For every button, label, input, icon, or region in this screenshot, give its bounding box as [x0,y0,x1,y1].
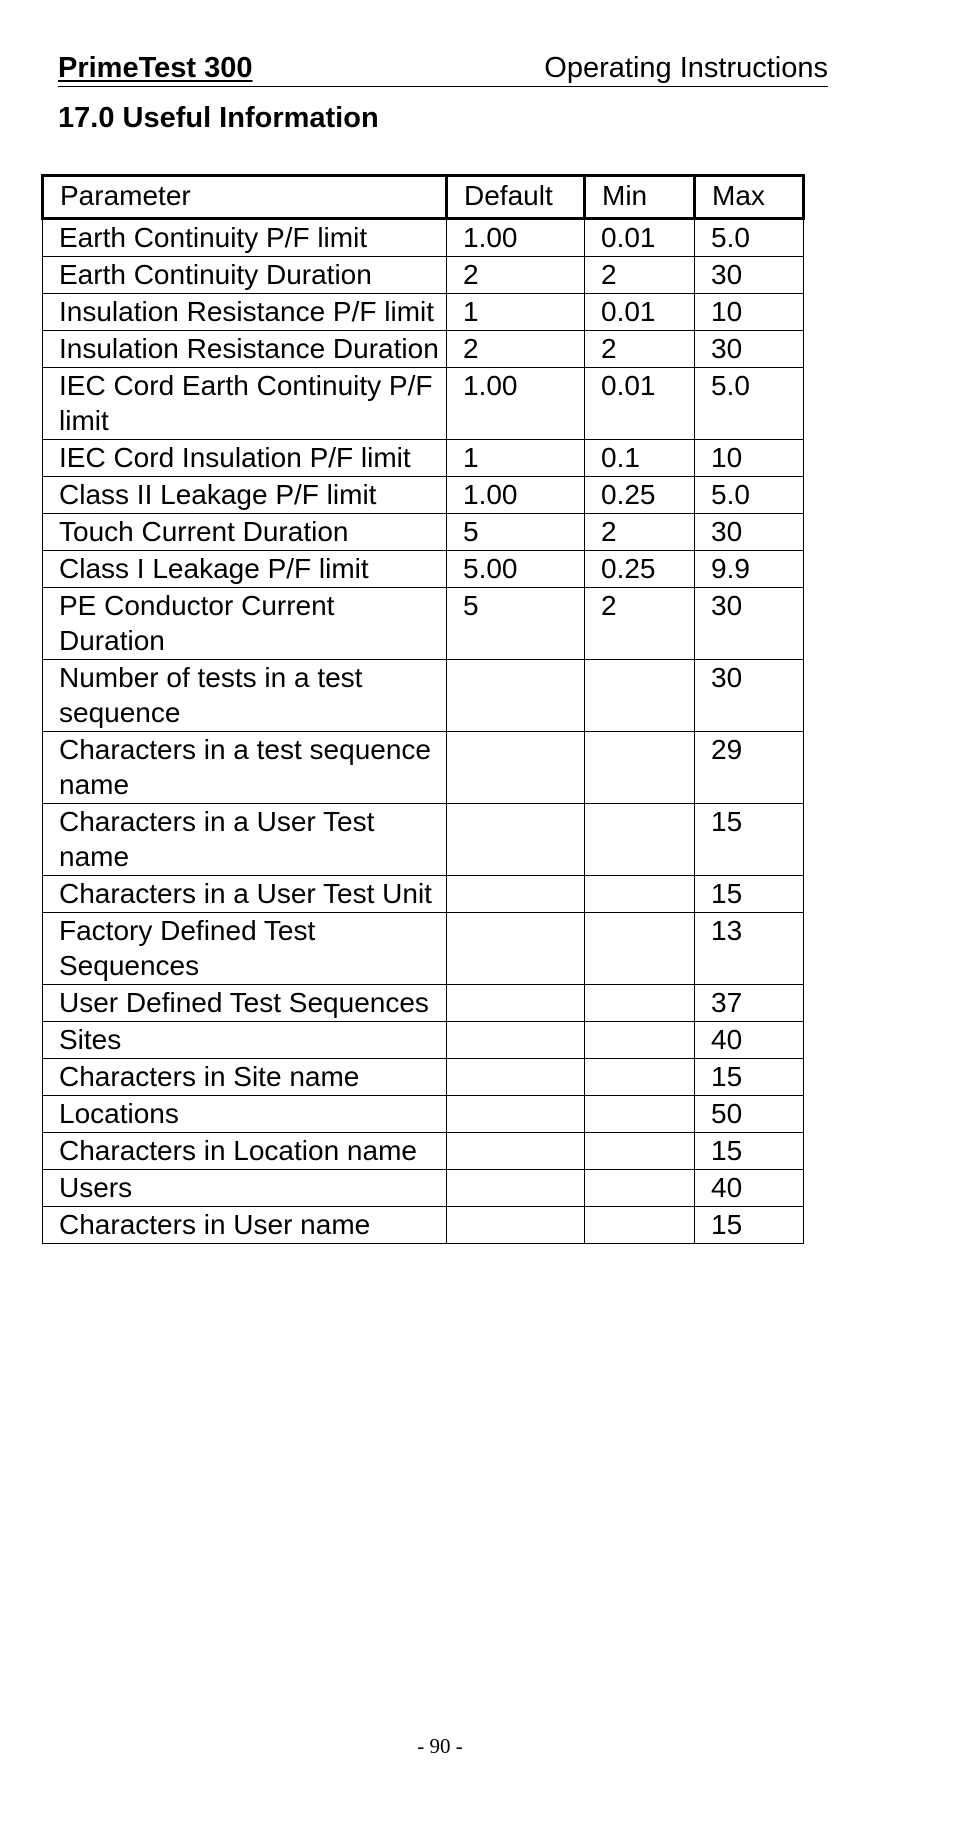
cell-min [585,1096,695,1133]
page-number: - 90 - [417,1734,463,1758]
cell-min: 0.01 [585,294,695,331]
cell-min [585,1022,695,1059]
column-header-default: Default [447,176,585,219]
table-row [43,588,804,660]
cell-parameter: Characters in a User Test name [43,804,447,876]
table-body [43,219,804,1244]
cell-min: 0.25 [585,551,695,588]
table-row [43,257,804,294]
cell-default [447,876,585,913]
cell-parameter: IEC Cord Insulation P/F limit [43,440,447,477]
cell-min [585,913,695,985]
cell-parameter: IEC Cord Earth Continuity P/F limit [43,368,447,440]
cell-parameter: Touch Current Duration [43,514,447,551]
table-row [43,985,804,1022]
cell-default [447,1059,585,1096]
section-title: 17.0 Useful Information [58,102,379,134]
table-row [43,1022,804,1059]
table-row [43,514,804,551]
cell-default: 5.00 [447,551,585,588]
cell-min: 2 [585,331,695,368]
cell-max: 37 [695,985,804,1022]
cell-min [585,985,695,1022]
cell-default: 2 [447,257,585,294]
cell-parameter: Locations [43,1096,447,1133]
cell-max: 29 [695,732,804,804]
column-header-max: Max [695,176,804,219]
cell-max: 40 [695,1170,804,1207]
header-rule [58,86,828,87]
cell-default [447,1207,585,1244]
cell-parameter: Earth Continuity Duration [43,257,447,294]
cell-max: 15 [695,1059,804,1096]
cell-max: 9.9 [695,551,804,588]
cell-max: 15 [695,804,804,876]
column-header-min: Min [585,176,695,219]
cell-max: 5.0 [695,219,804,257]
cell-min: 2 [585,514,695,551]
cell-min: 0.01 [585,368,695,440]
cell-default [447,1133,585,1170]
cell-min: 0.01 [585,219,695,257]
cell-max: 30 [695,331,804,368]
cell-max: 5.0 [695,477,804,514]
cell-parameter: Characters in a User Test Unit [43,876,447,913]
cell-parameter: Characters in Site name [43,1059,447,1096]
parameters-table [41,174,805,1244]
cell-parameter: Characters in User name [43,1207,447,1244]
table-row [43,1170,804,1207]
cell-parameter: Insulation Resistance P/F limit [43,294,447,331]
table-row [43,219,804,257]
cell-max: 40 [695,1022,804,1059]
cell-default [447,660,585,732]
cell-default [447,1170,585,1207]
cell-max: 13 [695,913,804,985]
table-row [43,1133,804,1170]
cell-parameter: Insulation Resistance Duration [43,331,447,368]
cell-max: 30 [695,660,804,732]
table-row [43,660,804,732]
table-row [43,440,804,477]
cell-min [585,1170,695,1207]
cell-max: 30 [695,514,804,551]
cell-min: 2 [585,588,695,660]
table-row [43,732,804,804]
cell-max: 15 [695,1207,804,1244]
cell-default: 1.00 [447,477,585,514]
cell-min [585,876,695,913]
cell-min: 0.1 [585,440,695,477]
cell-min [585,660,695,732]
table-row [43,1059,804,1096]
table-row [43,331,804,368]
cell-default: 2 [447,331,585,368]
cell-parameter: Class I Leakage P/F limit [43,551,447,588]
cell-min: 0.25 [585,477,695,514]
table-row [43,876,804,913]
cell-min [585,804,695,876]
table-header-row [43,176,804,219]
table-row [43,1207,804,1244]
cell-default: 5 [447,588,585,660]
cell-max: 5.0 [695,368,804,440]
cell-default [447,732,585,804]
cell-parameter: User Defined Test Sequences [43,985,447,1022]
cell-min: 2 [585,257,695,294]
cell-default [447,804,585,876]
cell-max: 50 [695,1096,804,1133]
cell-max: 30 [695,257,804,294]
cell-parameter: Characters in a test sequence name [43,732,447,804]
cell-max: 15 [695,876,804,913]
cell-min [585,1059,695,1096]
cell-default: 5 [447,514,585,551]
cell-default [447,1022,585,1059]
cell-parameter: Users [43,1170,447,1207]
table-row [43,913,804,985]
column-header-parameter: Parameter [43,176,447,219]
cell-parameter: Characters in Location name [43,1133,447,1170]
table-row [43,1096,804,1133]
table-row [43,368,804,440]
cell-default [447,985,585,1022]
cell-min [585,1133,695,1170]
cell-parameter: Factory Defined Test Sequences [43,913,447,985]
cell-default: 1 [447,440,585,477]
cell-max: 15 [695,1133,804,1170]
cell-default [447,913,585,985]
cell-max: 30 [695,588,804,660]
header-product-name: PrimeTest 300 [58,52,253,84]
header-document-type: Operating Instructions [544,52,828,84]
page-header [58,52,828,88]
cell-min [585,732,695,804]
cell-default [447,1096,585,1133]
cell-max: 10 [695,440,804,477]
cell-parameter: Sites [43,1022,447,1059]
cell-default: 1.00 [447,368,585,440]
table-row [43,551,804,588]
cell-max: 10 [695,294,804,331]
cell-parameter: Earth Continuity P/F limit [43,219,447,257]
cell-parameter: Class II Leakage P/F limit [43,477,447,514]
table-row [43,294,804,331]
table-row [43,804,804,876]
table-row [43,477,804,514]
cell-default: 1 [447,294,585,331]
cell-min [585,1207,695,1244]
cell-parameter: Number of tests in a test sequence [43,660,447,732]
cell-parameter: PE Conductor Current Duration [43,588,447,660]
cell-default: 1.00 [447,219,585,257]
